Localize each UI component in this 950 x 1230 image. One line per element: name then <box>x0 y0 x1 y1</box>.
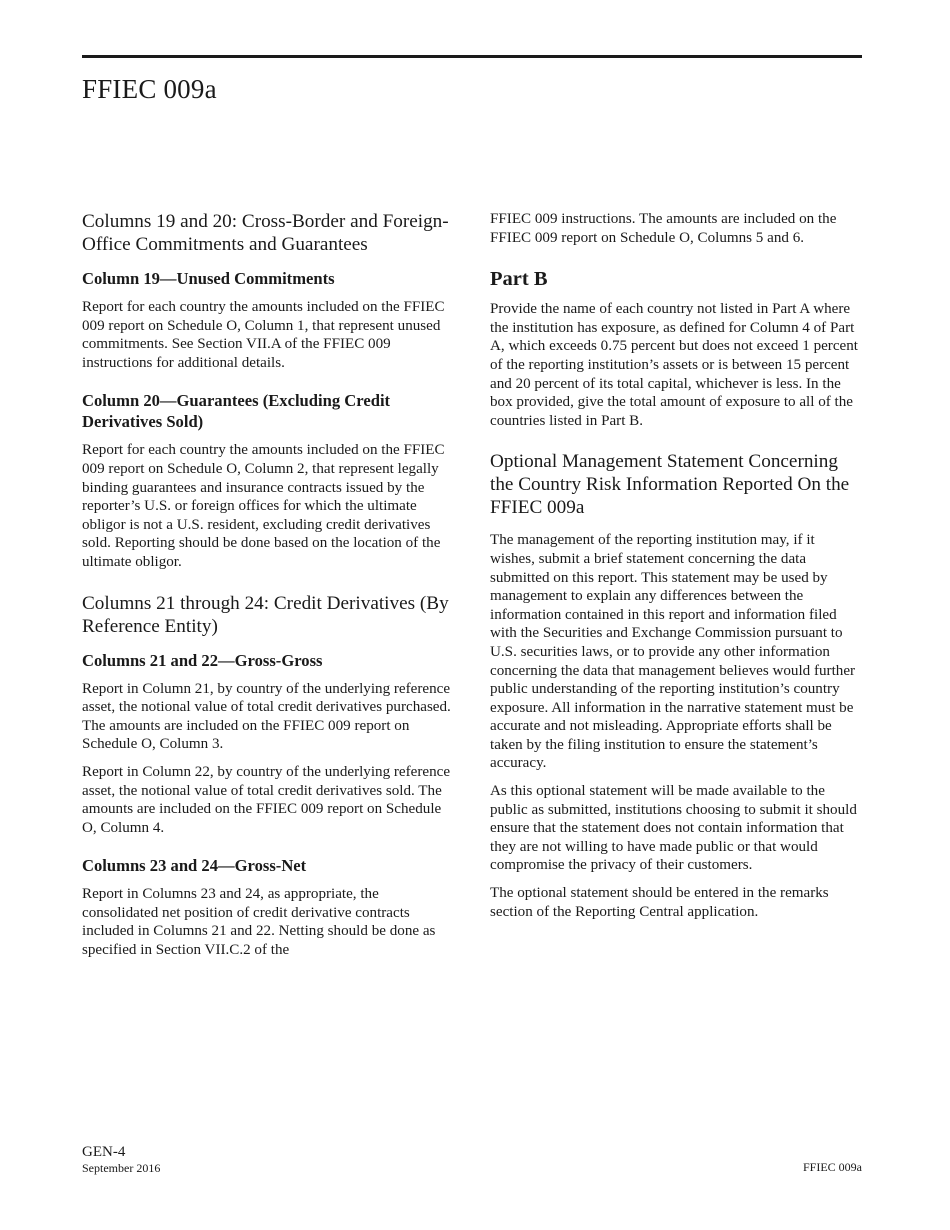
header-rule <box>82 55 862 58</box>
paragraph-part-b: Provide the name of each country not listed in Part A where the institution has exposure, as defined for Column 4 of Part A, which exceeds 0.75 percent but does not exceed 1 percent of the reporting institution’s assets or is between 15 percent and 20 percent of its total capital, whichever is less. In the box provided, give the total amount of exposure to all of the countries listed in Part B. <box>490 301 858 429</box>
section-heading-columns-19-20: Columns 19 and 20: Cross-Border and Foreign-Office Commitments and Guarantees <box>82 211 449 255</box>
paragraph-optional-3: The optional statement should be entered in the remarks section of the Reporting Central application. <box>490 885 829 920</box>
footer-left <box>82 1144 160 1175</box>
heading-columns-21-22: Columns 21 and 22—Gross-Gross <box>82 650 323 670</box>
heading-part-b: Part B <box>490 268 548 291</box>
paragraph-optional-2: As this optional statement will be made available to the public as submitted, institutions choosing to submit it should ensure that the statement does not contain information that they are not willing to have made public or that would compromise the privacy of their customers. <box>490 783 857 874</box>
paragraph-column-22: Report in Column 22, by country of the underlying reference asset, the notional value of total credit derivatives sold. The amounts are included on the FFIEC 009 report on Schedule O, Column 4. <box>82 763 451 836</box>
page-number: GEN-4 <box>82 1144 126 1160</box>
heading-columns-23-24: Columns 23 and 24—Gross-Net <box>82 856 307 876</box>
right-column <box>490 210 862 930</box>
document-title: FFIEC 009a <box>82 74 217 104</box>
paragraph-column-19: Report for each country the amounts included on the FFIEC 009 report on Schedule O, Column 1, that represent unused commitments. See Section VII.A of the FFIEC 009 instructions for additional details. <box>82 299 445 371</box>
heading-column-19: Column 19—Unused Commitments <box>82 269 335 288</box>
paragraph-column-21: Report in Column 21, by country of the underlying reference asset, the notional value of total credit derivatives purchased. The amounts are included on the FFIEC 009 report on Schedule O, Column 3. <box>82 680 451 753</box>
footer-form-name: FFIEC 009a <box>802 1160 862 1174</box>
paragraph-continued: FFIEC 009 instructions. The amounts are included on the FFIEC 009 report on Schedule O, Columns 5 and 6. <box>490 211 837 246</box>
heading-optional-statement: Optional Management Statement Concerning the Country Risk Information Reported On the FFIEC 009a <box>490 451 850 519</box>
left-column <box>82 210 454 969</box>
footer-date: September 2016 <box>82 1161 161 1175</box>
paragraph-columns-23-24: Report in Columns 23 and 24, as appropriate, the consolidated net position of credit derivative contracts included in Columns 21 and 22. Netting should be done as specified in Section VII.C.2 of the <box>82 886 436 959</box>
paragraph-column-20: Report for each country the amounts included on the FFIEC 009 report on Schedule O, Column 2, that represent legally binding guarantees and insurance contracts issued by the reporter’s U.S. or foreign offices for which the ultimate obligor is not a U.S. resident, excluding credit derivatives sold. Reporting should be done based on the location of the ultimate obligor. <box>82 442 445 570</box>
section-heading-columns-21-24: Columns 21 through 24: Credit Derivatives (By Reference Entity) <box>82 592 449 637</box>
paragraph-optional-1: The management of the reporting institution may, if it wishes, submit a brief statement concerning the data submitted on this report. This statement may be used by management to explain any differences between the information contained in this report and information filed with the Securities and Exchange Commission pursuant to U.S. securities laws, or to provide any other information concerning the data that management believes would further public understanding of the reporting institution’s country exposure. All information in the narrative statement must be accurate and not misleading. Appropriate efforts shall be taken by the filing institution to ensure the statement’s accuracy. <box>490 532 856 772</box>
heading-column-20: Column 20—Guarantees (Excluding Credit Derivatives Sold) <box>82 391 391 432</box>
